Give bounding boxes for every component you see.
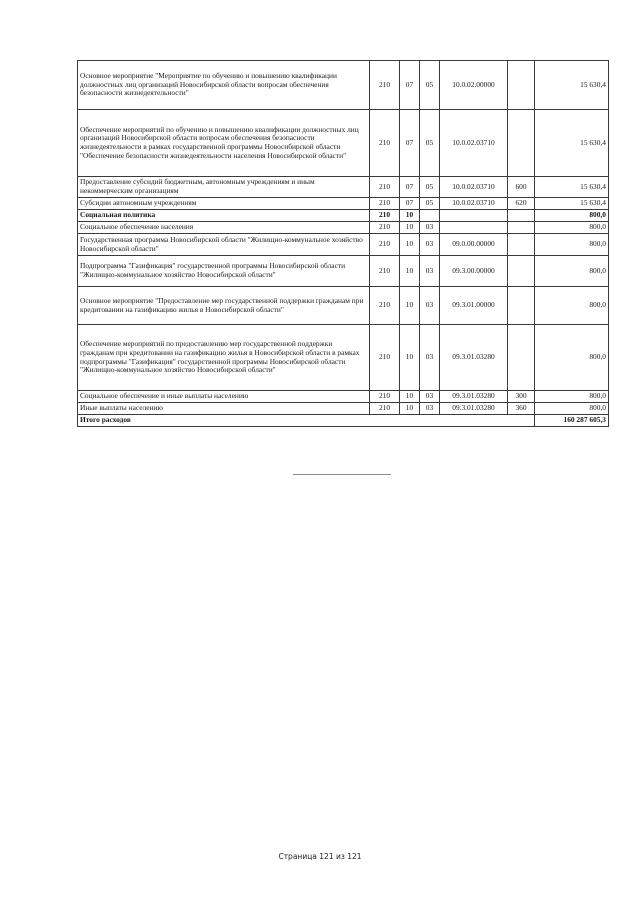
row-section: 07	[400, 61, 420, 110]
row-code: 210	[370, 222, 400, 234]
row-amount: 800,0	[535, 222, 609, 234]
row-amount: 800,0	[535, 210, 609, 222]
row-section: 10	[400, 210, 420, 222]
row-section: 10	[400, 256, 420, 287]
row-subsection: 03	[420, 222, 440, 234]
row-section: 07	[400, 110, 420, 177]
table-row	[78, 198, 609, 210]
row-target: 09.3.01.00000	[440, 287, 508, 325]
row-subsection: 03	[420, 234, 440, 256]
row-subsection: 05	[420, 110, 440, 177]
row-amount: 15 630,4	[535, 198, 609, 210]
row-target: 09.0.00.00000	[440, 234, 508, 256]
table-row	[78, 222, 609, 234]
row-subsection: 05	[420, 177, 440, 198]
row-name: Обеспечение мероприятий по обучению и повышению квалификации должностных лиц организаций Новосибирской области вопросам обеспечения безопасности жизнедеятельности в рамках государственной программы Новосибирской области "Обеспечение безопасности жизнедеятельности населения Новосибирской области"	[78, 110, 370, 177]
row-name: Государственная программа Новосибирской области "Жилищно-коммунальное хозяйство Новосибирской области"	[78, 234, 370, 256]
row-type	[508, 325, 535, 391]
row-section: 07	[400, 177, 420, 198]
table-row	[78, 287, 609, 325]
table-row	[78, 256, 609, 287]
row-section: 10	[400, 234, 420, 256]
row-amount: 15 630,4	[535, 61, 609, 110]
row-target: 09.3.01.03280	[440, 325, 508, 391]
row-amount: 800,0	[535, 256, 609, 287]
row-code: 210	[370, 110, 400, 177]
row-amount: 800,0	[535, 234, 609, 256]
row-target: 09.3.00.00000	[440, 256, 508, 287]
row-subsection: 03	[420, 391, 440, 403]
table-row	[78, 234, 609, 256]
row-amount: 15 630,4	[535, 177, 609, 198]
row-name: Обеспечение мероприятий по предоставлению мер государственной поддержки гражданам при кредитовании на газификацию жилья в Новосибирской области в рамках подпрограммы "Газификация" государственной программы Новосибирской области "Жилищно-коммунальное хозяйство Новосибирской области"	[78, 325, 370, 391]
table-row	[78, 110, 609, 177]
row-name: Предоставление субсидий бюджетным, автономным учреждениям и иным некоммерческим организациям	[78, 177, 370, 198]
row-type: 600	[508, 177, 535, 198]
row-type	[508, 61, 535, 110]
budget-table	[77, 60, 609, 427]
row-target	[440, 210, 508, 222]
row-type	[508, 210, 535, 222]
row-name: Социальное обеспечение и иные выплаты населению	[78, 391, 370, 403]
table-row	[78, 391, 609, 403]
row-type	[508, 234, 535, 256]
row-target: 09.3.01.03280	[440, 403, 508, 415]
row-type: 620	[508, 198, 535, 210]
row-code: 210	[370, 210, 400, 222]
row-name: Социальная политика	[78, 210, 370, 222]
table-row	[78, 210, 609, 222]
row-subsection: 03	[420, 287, 440, 325]
page-number: Страница 121 из 121	[278, 852, 362, 861]
row-type	[508, 222, 535, 234]
table-row	[78, 177, 609, 198]
row-target	[440, 222, 508, 234]
row-target: 10.0.02.00000	[440, 61, 508, 110]
row-target: 10.0.02.03710	[440, 198, 508, 210]
row-amount: 15 630,4	[535, 110, 609, 177]
row-section: 10	[400, 391, 420, 403]
row-subsection: 03	[420, 403, 440, 415]
total-amount: 160 287 605,3	[535, 415, 609, 427]
row-name: Основное мероприятие "Предоставление мер государственной поддержки гражданам при кредитовании на газификацию жилья в Новосибирской области"	[78, 287, 370, 325]
table-row	[78, 403, 609, 415]
row-type	[508, 256, 535, 287]
row-subsection: 05	[420, 198, 440, 210]
row-name: Основное мероприятие "Мероприятие по обучению и повышению квалификации должностных лиц организаций Новосибирской области вопросам обеспечения безопасности жизнедеятельности"	[78, 61, 370, 110]
row-code: 210	[370, 403, 400, 415]
row-name: Социальное обеспечение населения	[78, 222, 370, 234]
row-subsection	[420, 210, 440, 222]
row-section: 10	[400, 222, 420, 234]
row-section: 10	[400, 403, 420, 415]
row-code: 210	[370, 234, 400, 256]
row-code: 210	[370, 287, 400, 325]
row-type: 300	[508, 391, 535, 403]
row-type: 360	[508, 403, 535, 415]
row-target: 09.3.01.03280	[440, 391, 508, 403]
row-subsection: 03	[420, 256, 440, 287]
row-section: 10	[400, 325, 420, 391]
row-subsection: 05	[420, 61, 440, 110]
total-row	[78, 415, 609, 427]
row-code: 210	[370, 325, 400, 391]
row-amount: 800,0	[535, 391, 609, 403]
row-name: Подпрограмма "Газификация" государственной программы Новосибирской области "Жилищно-коммунальное хозяйство Новосибирской области"	[78, 256, 370, 287]
total-label: Итого расходов	[78, 415, 535, 427]
row-section: 10	[400, 287, 420, 325]
row-code: 210	[370, 256, 400, 287]
row-code: 210	[370, 198, 400, 210]
row-amount: 800,0	[535, 325, 609, 391]
row-name: Иные выплаты населению	[78, 403, 370, 415]
row-code: 210	[370, 177, 400, 198]
table-row	[78, 325, 609, 391]
separator-line	[293, 474, 391, 475]
row-code: 210	[370, 391, 400, 403]
table-row	[78, 61, 609, 110]
row-type	[508, 110, 535, 177]
row-subsection: 03	[420, 325, 440, 391]
row-code: 210	[370, 61, 400, 110]
row-amount: 800,0	[535, 403, 609, 415]
row-amount: 800,0	[535, 287, 609, 325]
row-target: 10.0.02.03710	[440, 177, 508, 198]
row-section: 07	[400, 198, 420, 210]
row-type	[508, 287, 535, 325]
row-target: 10.0.02.03710	[440, 110, 508, 177]
row-name: Субсидии автономным учреждениям	[78, 198, 370, 210]
